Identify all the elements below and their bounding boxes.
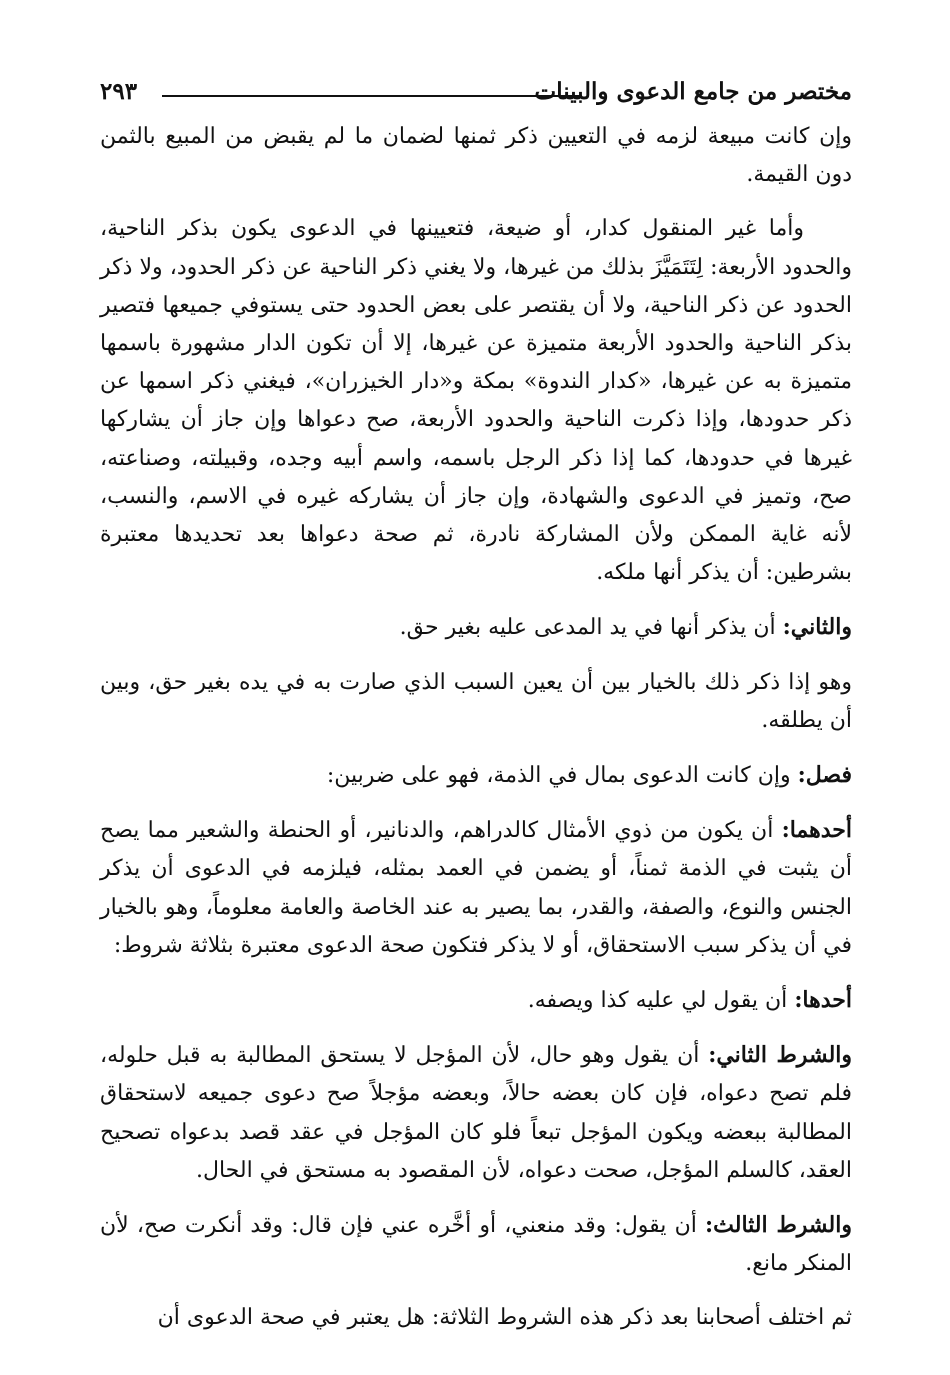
paragraph-text: أن يقول وهو حال، لأن المؤجل لا يستحق المطالبة به قبل حلوله، فلم تصح دعواه، فإن كان بعضه حالاً، وبعضه مؤجلاً صح دعوى جميعه لاستحقاق المطالبة ببعضه ويكون المؤجل تبعاً فلو كان المؤجل في عقد قصد بدعواه تصحيح العقد، كالسلم المؤجل، صحت دعواه، لأن المقصود به مستحق في الحال.	[100, 1043, 852, 1183]
paragraph	[100, 811, 852, 965]
paragraph-text: وإن كانت الدعوى بمال في الذمة، فهو على ضربين:	[326, 763, 791, 789]
paragraph-text: أن يكون من ذوي الأمثال كالدراهم، والدنانير، أو الحنطة والشعير مما يصح أن يثبت في الذمة ثمناً، أو يضمن في العمد بمثله، فيلزمه في الدعوى أن يذكر الجنس والنوع، والصفة، والقدر، بما يصير به عند الخاصة والعامة معلوماً، وهو بالخيار في أن يذكر سبب الاستحقاق، أو لا يذكر فتكون صحة الدعوى معتبرة بثلاثة شروط:	[100, 818, 852, 958]
paragraph-text: أن يقول: وقد منعني، أو أخَّره عني فإن قال: وقد أنكرت صح، لأن المنكر مانع.	[100, 1213, 852, 1277]
body-text	[100, 118, 852, 1338]
paragraph-text: وإن كانت مبيعة لزمه في التعيين ذكر ثمنها لضمان ما لم يقبض من المبيع بالثمن دون القيمة.	[100, 124, 852, 188]
paragraph-text: وهو إذا ذكر ذلك بالخيار بين أن يعين السبب الذي صارت به في يده بغير حق، وبين أن يطلقه.	[100, 669, 852, 733]
header-rule	[162, 95, 582, 97]
paragraph	[100, 118, 852, 194]
paragraph-label: والشرط الثاني:	[708, 1042, 853, 1069]
paragraph	[100, 664, 852, 740]
paragraph	[100, 608, 852, 647]
paragraph	[100, 1036, 852, 1190]
paragraph	[100, 756, 852, 795]
paragraph-text: أن يقول لي عليه كذا ويصفه.	[527, 988, 788, 1014]
paragraph-text: أن يذكر أنها في يد المدعى عليه بغير حق.	[399, 615, 776, 641]
paragraph-label: والشرط الثالث:	[705, 1212, 852, 1239]
page-number: ٢٩٣	[100, 78, 138, 105]
paragraph-text: ثم اختلف أصحابنا بعد ذكر هذه الشروط الثلاثة: هل يعتبر في صحة الدعوى أن	[157, 1305, 852, 1331]
paragraph-label: فصل:	[797, 762, 852, 789]
paragraph	[100, 981, 852, 1020]
header-title: مختصر من جامع الدعوى والبينات	[534, 78, 852, 105]
paragraph	[100, 1206, 852, 1283]
running-header	[100, 74, 852, 114]
paragraph	[100, 210, 852, 592]
paragraph-label: أحدها:	[794, 987, 852, 1014]
paragraph	[100, 1299, 852, 1337]
paragraph-text: وأما غير المنقول كدار، أو ضيعة، فتعيينها في الدعوى يكون بذكر الناحية، والحدود الأربعة: لِتَتَمَيَّزَ بذلك من غيرها، ولا يغني ذكر الناحية عن ذكر الحدود، ولا ذكر الحدود عن ذكر الناحية، ولا أن يقتصر على بعض الحدود حتى يستوفي جميعها فتصير بذكر الناحية والحدود الأربعة متميزة عن غيرها، إلا أن تكون الدار مشهورة باسمها متميزة به عن غيرها، «كدار الندوة» بمكة و«دار الخيزران»، فيغني ذكر اسمها عن ذكر حدودها، وإذا ذكرت الناحية والحدود الأربعة، صح دعواها وإن جاز أن يشاركها غيرها في حدودها، كما إذا ذكر الرجل باسمه، واسم أبيه وجده، وقبيلته، وصناعته، صح، وتميز في الدعوى والشهادة، وإن جاز أن يشاركه غيره في الاسم، والنسب، لأنه غاية الممكن ولأن المشاركة نادرة، ثم صحة دعواها بعد تحديدها معتبرة بشرطين: أن يذكر أنها ملكه.	[100, 216, 852, 586]
paragraph-label: والثاني:	[782, 614, 852, 641]
paragraph-label: أحدهما:	[781, 817, 852, 844]
